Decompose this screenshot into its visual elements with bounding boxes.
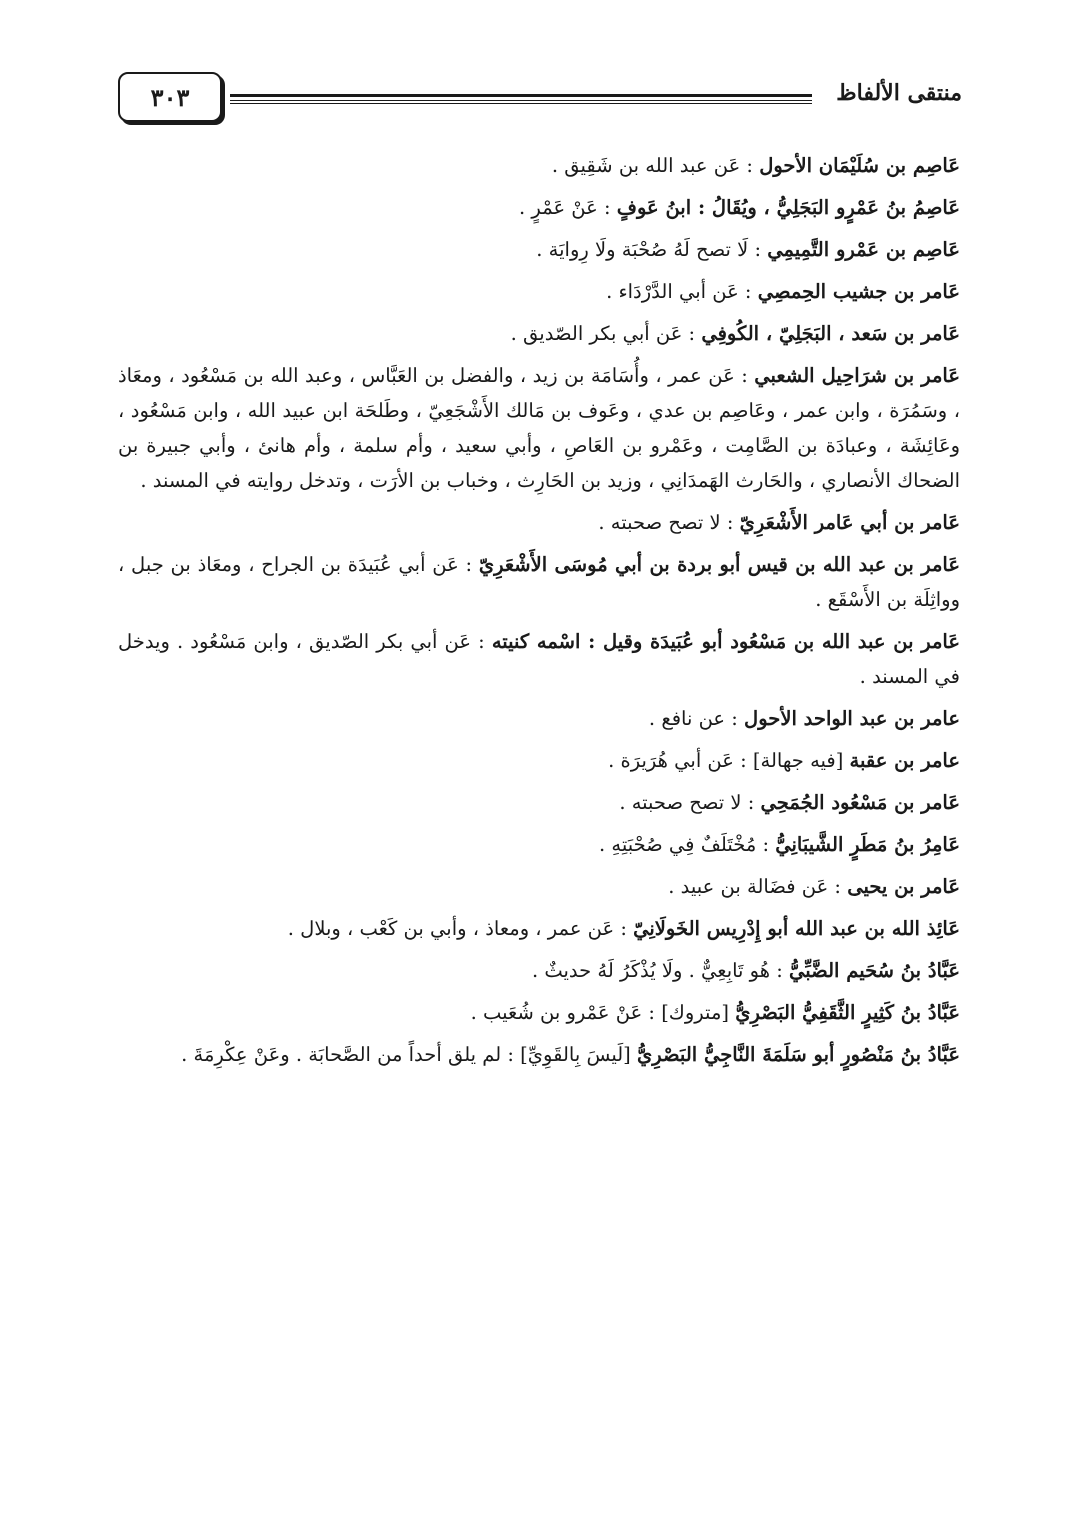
entry [118,505,960,540]
entry-name: عَامر بن عبد الله بن قيس أبو بردة بن أبي مُوسَى الأَشْعَرِيّ [478,553,960,576]
entry-name: عَاصِم بن عَمْرو التَّمِيمِي [767,238,960,261]
entry [118,148,960,183]
entry-text: : عَن عمر ، وأُسَامَة بن زيد ، والفضل بن العَبَّاس ، وعبد الله بن مَسْعُود ، ومعَاذ ، وسَمُرَة ، وابن عمر ، وعَاصِم بن عدي ، وعَوف بن مَالك الأَشْجَعِيّ ، وطَلحَة ابن عبيد الله ، وابن مَسْعُود ، وعَائِشَة ، وعبادَة بن الصَّامِت ، وعَمْرو بن العَاصِ ، وأبي سعيد ، وأم سلمة ، وأم هانئ ، وأبي جبيرة بن الضحاك الأنصاري ، والحَارث الهَمدَانِي ، وزيد بن الحَارِث ، وخباب بن الأرَت ، وتدخل روايته في المسند . [118,364,960,492]
entry-text: : عَن فضَالة بن عبيد . [668,875,848,898]
entry-text: : عَن عبد الله بن شَقِيق . [551,154,760,177]
header-divider [230,94,812,101]
entry [118,232,960,267]
entry-name: عامر بن عبد الواحد الأحول [744,707,960,730]
entry-name: عَامر بن عبد الله بن مَسْعُود أبو عُبَيدَة وقيل : اسْمه كنيته [491,630,960,653]
entry-text: : لا تصح صحبته . [598,511,740,534]
entry [118,785,960,820]
entry-text: : عَن أبي الدَّرْدَاء . [606,280,758,303]
entry-name: عَامر بن شرَاحِيل الشعبي [754,364,960,387]
entry-name: عَبَّادُ بنُ كَثِيرٍ الثَّقَفِيُّ البَصْرِيُّ [735,1001,960,1024]
entry-name: عَائِذ الله بن عبد الله أبو إِدْرِيس الخَولَانِيّ [633,917,960,940]
page-header [110,72,962,132]
entry-name: عَامر بن سَعد ، البَجَلِيّ ، الكُوفِي [701,322,960,345]
entry-text: : عن نافع . [648,707,745,730]
entry-name: عَامر بن مَسْعُود الجُمَحِي [760,791,960,814]
entry-name: عَامر بن جشيب الحِمصِي [757,280,960,303]
entry-name: عامر بن عقبة [849,749,960,772]
entry [118,995,960,1030]
entry-name: عَبَّادُ بنُ مَنْصُورٍ أبو سَلَمَةَ النَّاجِيُّ البَصْرِيُّ [637,1043,960,1066]
page-number: ٣٠٣ [118,72,222,122]
entry-name: عَبَّادُ بنُ سُحَيم الضَّبِّيُّ [789,959,960,982]
entries-list [118,148,960,1079]
entry [118,547,960,617]
entry-text: : عَنْ عَمْرٍ . [519,196,617,219]
entry-text: : مُخْتَلَفٌ فِي صُحْبَتِهِ . [598,833,776,856]
entry-name: عَاصِمُ بنُ عَمْرٍو البَجَلِيُّ ، ويُقَالُ : ابنُ عَوفٍ [616,196,960,219]
entry-name: عَامر بن يحيى [847,875,960,898]
entry-text: [فيه جهالة] : عَن أبي هُرَيرَة . [608,749,850,772]
entry [118,274,960,309]
entry-text: : هُو تَابِعِيٌّ . ولَا يُذْكَرُ لَهُ حديثٌ . [531,959,790,982]
entry-text: : عَن أبي عُبَيدَة بن الجراح ، ومعَاذ بن جبل ، وواثِلَة بن الأَسْقَع . [118,553,960,611]
entry [118,624,960,694]
entry [118,827,960,862]
entry [118,701,960,736]
entry [118,1037,960,1072]
entry-text: [متروك] : عَنْ عَمْرو بن شُعَيب . [470,1001,736,1024]
entry-name: عَاصِم بن سُلَيْمَان الأحول [759,154,960,177]
entry [118,911,960,946]
entry-text: [لَيسَ بِالقَوِيِّ] : لم يلق أحداً من الصَّحابَة . وعَنْ عِكْرِمَةَ . [181,1043,637,1066]
entry-text: : عَن أبي بكر الصّديق ، وابن مَسْعُود . ويدخل في المسند . [118,630,960,688]
entry-text: : عَن أبي بكر الصّديق . [510,322,702,345]
entry-text: : لَا تصح لَهُ صُحْبَة ولَا رِوايَة . [536,238,768,261]
entry [118,743,960,778]
entry [118,358,960,498]
entry [118,316,960,351]
entry-text: : لا تصح صحبته . [619,791,761,814]
entry [118,953,960,988]
book-title: منتقى الألفاظ [836,80,962,106]
entry [118,190,960,225]
entry-name: عَامر بن أبي عَامر الأَشْعَرِيّ [739,511,960,534]
entry-name: عَامِرُ بنُ مَطَرٍ الشَّيبَانِيُّ [775,833,960,856]
entry-text: : عَن عمر ، ومعاذ ، وأبي بن كَعْب ، وبلال . [287,917,634,940]
entry [118,869,960,904]
